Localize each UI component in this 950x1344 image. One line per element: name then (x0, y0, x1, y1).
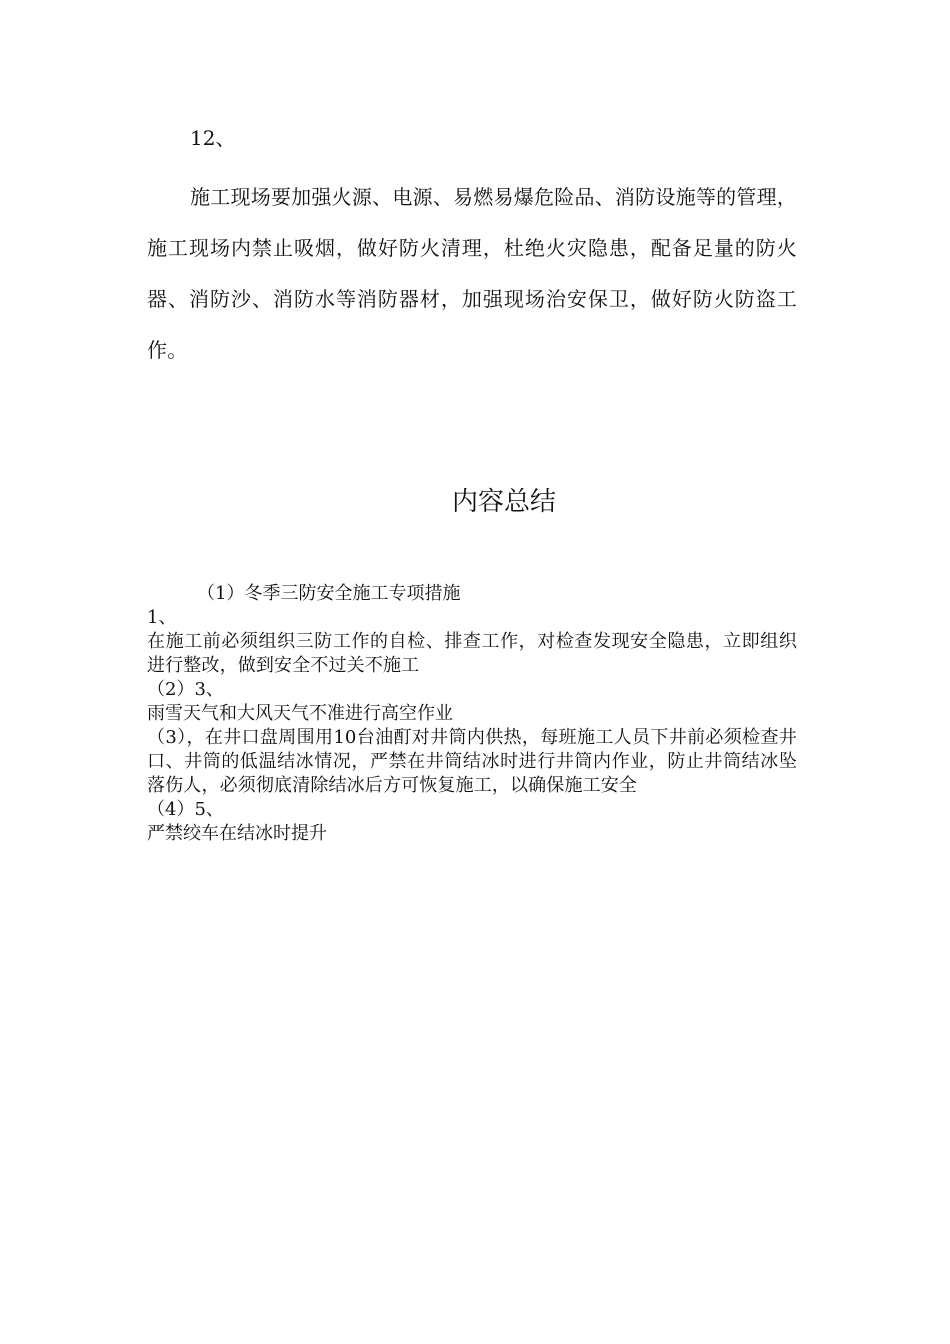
summary-line: 严禁绞车在结冰时提升 (147, 823, 327, 844)
fire-safety-paragraph: 施工现场要加强火源、电源、易燃易爆危险品、消防设施等的管理，施工现场内禁止吸烟，做好防火清理，杜绝火灾隐患，配备足量的防火器、消防沙、消防水等消防器材，加强现场治安保卫，做好防火防盗工作。 (147, 185, 797, 362)
summary-title: 内容总结 (451, 487, 556, 517)
item-number: 12、 (190, 126, 236, 150)
summary-line: （3），在井口盘周围用10台油酊对井筒内供热，每班施工人员下井前必须检查井口、井筒的低温结冰情况，严禁在井筒结冰时进行井筒内作业，防止井筒结冰坠落伤人，必须彻底清除结冰后方可恢复施工，以确保施工安全 (147, 727, 797, 796)
summary-line: 在施工前必须组织三防工作的自检、排查工作，对检查发现安全隐患，立即组织进行整改，做到安全不过关不施工 (147, 631, 797, 676)
summary-line: （2）3、 (147, 679, 224, 700)
summary-line: 1、 (147, 607, 177, 628)
summary-line: （4）5、 (147, 799, 224, 820)
measure-12-section (147, 122, 797, 376)
summary-body (147, 582, 797, 846)
summary-line: 雨雪天气和大风天气不准进行高空作业 (147, 703, 453, 724)
summary-line: （1）冬季三防安全施工专项措施 (197, 583, 461, 604)
